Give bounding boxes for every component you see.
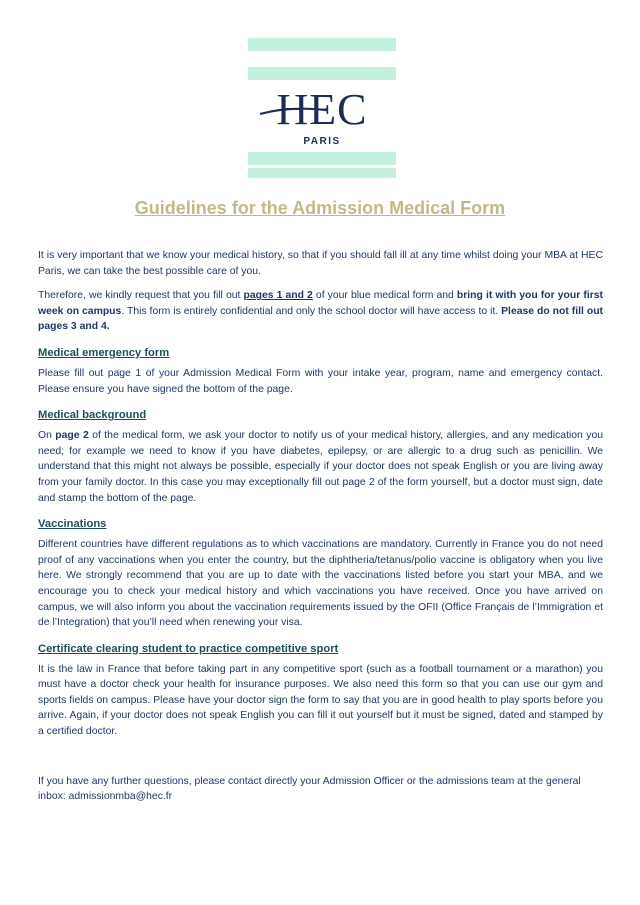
document-body (38, 248, 603, 814)
logo-stripe (248, 168, 396, 178)
do-not-fill-emphasis: Please do not fill out pages 3 and 4. (38, 305, 604, 333)
logo-stripe (248, 38, 396, 51)
intro-paragraph: It is very important that we know your medical history, so that if you should fall ill at any time whilst doing your MBA at HEC Paris, we can take the best possible care of you. (38, 250, 603, 277)
contact-paragraph: If you have any further questions, please contact directly your Admission Officer or the admissions team at the general inbox: admissionmba@hec.fr (38, 775, 581, 803)
heading-sport: Certificate clearing student to practice competitive sport (38, 642, 339, 655)
hec-logo (248, 38, 396, 178)
pages-emphasis: pages 1 and 2 (243, 290, 313, 302)
heading-vaccinations: Vaccinations (38, 518, 107, 531)
logo-swoosh (258, 104, 328, 118)
heading-emergency: Medical emergency form (38, 346, 170, 359)
logo-sub: PARIS (303, 136, 341, 147)
logo-wordmark: HEC (276, 85, 368, 134)
vaccinations-paragraph: Different countries have different regulations as to which vaccinations are mandatory. Currently in France you do not need proof of any vaccinations when you enter the country, but the diphtheria/tetanus/polio vaccine is obligatory when you live here. We strongly recommend that you are up to date with the vaccinations listed before you start your MBA, and we encourage you to check your medical history and which vaccinations you have received. Once you have arrived on campus, we will also inform you about the vaccination requirements issued by the OFII (Office Français de l’Immigration et de l’Integration) that you’ll need when renewing your visa. (38, 539, 603, 629)
bring-emphasis: bring it with you for your first week on campus (38, 290, 603, 317)
logo-stripe (248, 67, 396, 80)
background-paragraph: On page 2 of the medical form, we ask your doctor to notify us of your medical history, allergies, and any medication you need; for example we need to know if you have diabetes, epilepsy, or are allergic to a drug such as penicillin. We understand that this might not always be possible, especially if your doctor does not speak English or you are living away from your family doctor. In this case you may exceptionally fill out page 2 of the form yourself, but a doctor must sign, date and stamp the bottom of the page. (38, 430, 604, 504)
emergency-paragraph: Please fill out page 1 of your Admission Medical Form with your intake year, program, name and emergency contact. Please ensure you have signed the bottom of the page. (38, 367, 603, 395)
heading-background: Medical background (38, 409, 147, 422)
intro-request-paragraph: Therefore, we kindly request that you fill out pages 1 and 2 of your blue medical form and bring it with you for your first week on campus. This form is entirely confidential and only the school doctor will have access to it. Please do not fill out pages 3 and 4. (38, 290, 604, 333)
sport-paragraph: It is the law in France that before taking part in any competitive sport (such as a football tournament or a marathon) you must have a doctor check your health for insurance purposes. We also need this form so that you can use our gym and sports fields on campus. Please have your doctor sign the form to say that you are in good health to play sports before you arrive. Again, if your doctor does not speak English you can fill it out yourself but it must be signed, dated and stamped by a certified doctor. (38, 663, 603, 738)
page-title: Guidelines for the Admission Medical Form (134, 198, 506, 218)
logo-stripe (248, 152, 396, 165)
